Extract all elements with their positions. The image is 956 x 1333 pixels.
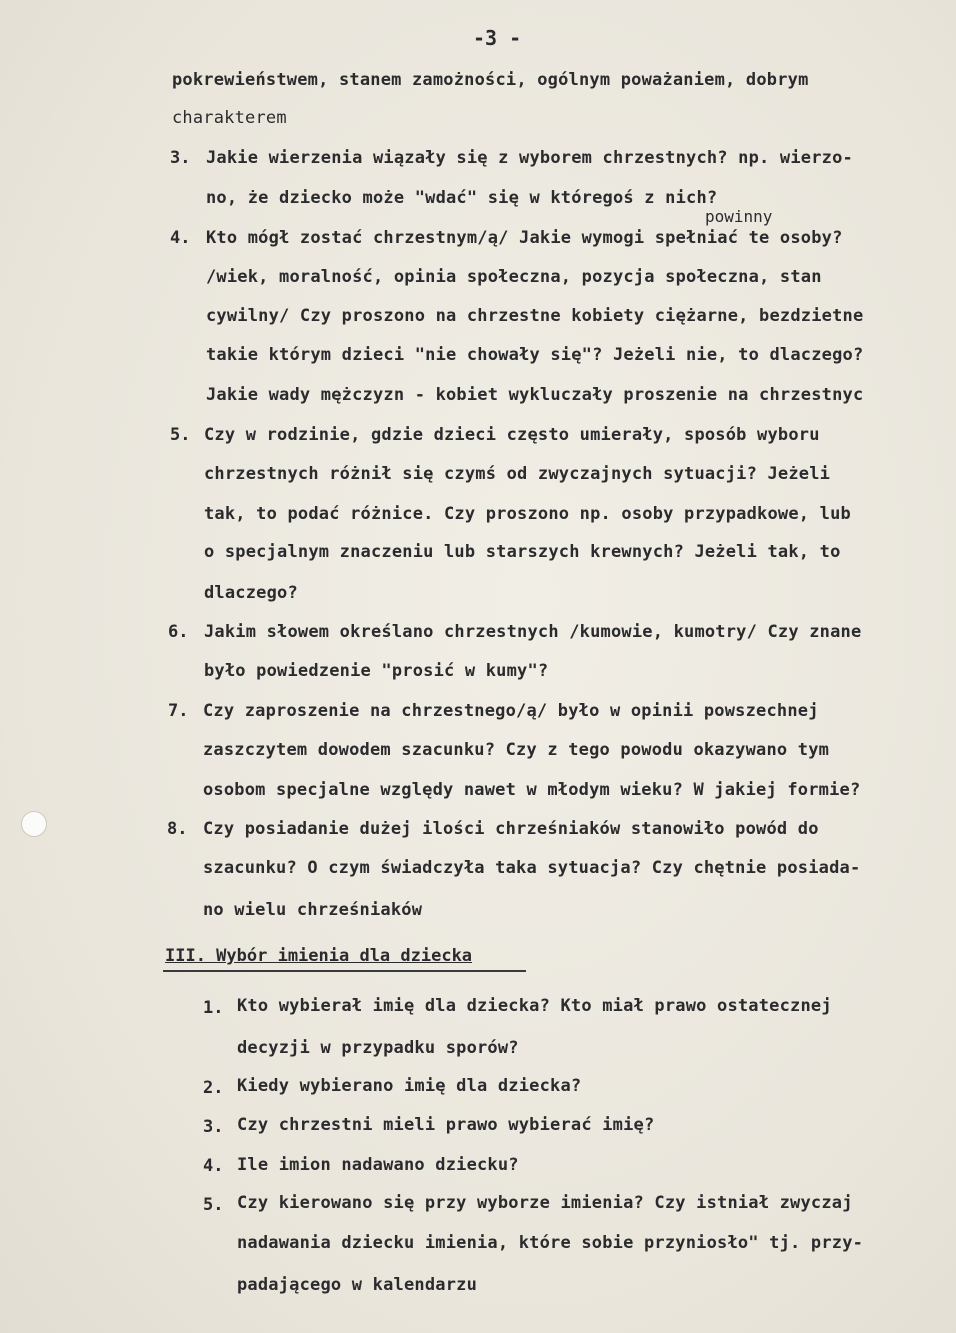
text-line: Jakie wady mężczyzn - kobiet wykluczały proszenie na chrzestnyc	[206, 385, 864, 405]
section-heading: III. Wybór imienia dla dziecka	[165, 946, 473, 966]
text-line: zaszczytem dowodem szacunku? Czy z tego powodu okazywano tym	[203, 740, 830, 760]
text-line: no, że dziecko może "wdać" się w któregoś z nich?	[206, 188, 718, 208]
question-number: 7.	[168, 701, 189, 721]
text-line: takie którym dzieci "nie chowały się"? Jeżeli nie, to dlaczego?	[206, 345, 864, 365]
text-line: pokrewieństwem, stanem zamożności, ogólnym poważaniem, dobrym	[172, 70, 809, 90]
text-line: Kto wybierał imię dla dziecka? Kto miał prawo ostatecznej	[237, 996, 832, 1016]
text-line: /wiek, moralność, opinia społeczna, pozycja społeczna, stan	[206, 267, 822, 287]
text-line: Czy w rodzinie, gdzie dzieci często umierały, sposób wyboru	[204, 425, 820, 445]
text-line: Kiedy wybierano imię dla dziecka?	[237, 1076, 582, 1096]
text-line: szacunku? O czym świadczyła taka sytuacja? Czy chętnie posiada-	[203, 858, 861, 878]
text-line: Czy zaproszenie na chrzestnego/ą/ było w opinii powszechnej	[203, 701, 819, 721]
text-line: Kto mógł zostać chrzestnym/ą/ Jakie wymogi spełniać te osoby?	[206, 228, 843, 248]
text-line: Czy posiadanie dużej ilości chrześniaków stanowiło powód do	[203, 819, 819, 839]
question-number: 8.	[167, 819, 188, 839]
page-number: -3 -	[473, 26, 522, 50]
text-line: cywilny/ Czy proszono na chrzestne kobiety ciężarne, bezdzietne	[206, 306, 864, 326]
item-number: 4.	[203, 1156, 224, 1176]
heading-rule	[163, 970, 526, 972]
text-line: osobom specjalne względy nawet w młodym wieku? W jakiej formie?	[203, 780, 861, 800]
text-line: było powiedzenie "prosić w kumy"?	[204, 661, 549, 681]
text-line: chrzestnych różnił się czymś od zwyczajnych sytuacji? Jeżeli	[204, 464, 831, 484]
text-line: Ile imion nadawano dziecku?	[237, 1155, 519, 1175]
text-line: Jakie wierzenia wiązały się z wyborem chrzestnych? np. wierzo-	[206, 148, 853, 168]
text-line: charakterem	[172, 108, 287, 128]
text-line: dlaczego?	[204, 583, 298, 603]
item-number: 3.	[203, 1117, 224, 1137]
item-number: 2.	[203, 1078, 224, 1098]
question-number: 6.	[168, 622, 189, 642]
text-line: Jakim słowem określano chrzestnych /kumowie, kumotry/ Czy znane	[204, 622, 862, 642]
text-line: decyzji w przypadku sporów?	[237, 1038, 519, 1058]
text-line: o specjalnym znaczeniu lub starszych krewnych? Jeżeli tak, to	[204, 542, 841, 562]
question-number: 3.	[170, 148, 191, 168]
punch-hole	[21, 811, 47, 837]
item-number: 5.	[203, 1195, 224, 1215]
text-line: Czy chrzestni mieli prawo wybierać imię?	[237, 1115, 655, 1135]
text-line: Czy kierowano się przy wyborze imienia? Czy istniał zwyczaj	[237, 1193, 853, 1213]
text-line: no wielu chrześniaków	[203, 900, 423, 920]
text-line: nadawania dziecku imienia, które sobie przyniosło" tj. przy-	[237, 1233, 864, 1253]
item-number: 1.	[203, 998, 224, 1018]
handwritten-insert: powinny	[705, 207, 773, 226]
question-number: 5.	[170, 425, 191, 445]
question-number: 4.	[170, 228, 191, 248]
text-line: padającego w kalendarzu	[237, 1275, 478, 1295]
text-line: tak, to podać różnice. Czy proszono np. osoby przypadkowe, lub	[204, 504, 851, 524]
